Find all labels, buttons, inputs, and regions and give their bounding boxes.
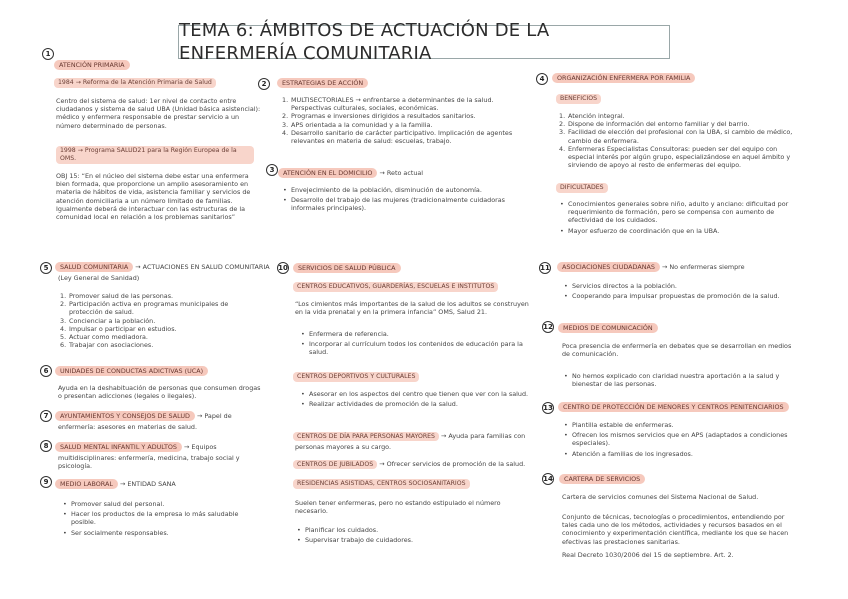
numbered-list — [282, 96, 522, 145]
section-number: 7 — [40, 410, 52, 422]
numbered-list — [60, 292, 255, 349]
page-title: TEMA 6: ÁMBITOS DE ACTUACIÓN DE LA ENFERMERÍA COMUNITARIA — [179, 19, 550, 64]
bullet-list — [282, 186, 517, 215]
section-number: 14 — [542, 473, 554, 485]
section-number: 11 — [539, 262, 551, 274]
paragraph: Conjunto de técnicas, tecnologías o procedimientos, entendiendo por tales cada uno de los métodos, actividades y recursos basados en el conocimiento y experimentación científica, mediante los que se hacen efectivas las prestaciones sanitarias. — [562, 513, 789, 546]
list-item: • Ofrecen los mismos servicios que en APS (adaptados a condiciones especiales). — [563, 431, 791, 447]
list-item: 1. Atención integral. — [559, 112, 625, 120]
section-heading: ATENCIÓN PRIMARIA — [54, 60, 130, 70]
list-item: • Servicios directos a la población. — [563, 282, 785, 290]
subheading: DIFICULTADES — [556, 183, 608, 193]
heading-row — [55, 443, 217, 451]
heading-tail: → Ofrecer servicios de promoción de la salud. — [379, 460, 526, 468]
section-heading: CARTERA DE SERVICIOS — [559, 474, 645, 484]
section-number: 13 — [542, 402, 554, 414]
paragraph: Centro del sistema de salud: 1er nivel de contacto entre ciudadanos y sistema de salud UBA (Unidad básica asistencial): médico y enfermera responsable de prestar servicio a un número determinado de personas. — [56, 97, 261, 130]
heading-tail: → Ayuda para familias con — [441, 432, 526, 440]
bullet-list — [563, 372, 791, 390]
bullet-list — [559, 200, 795, 237]
section-number: 3 — [266, 164, 278, 176]
list-item: 2. Dispone de información del entorno familiar y del barrio. — [559, 120, 750, 129]
heading-row — [293, 432, 525, 441]
subheading: 1984 → Reforma de la Atención Primaria de Salud — [54, 78, 216, 88]
list-item: 1. MULTISECTORIALES → enfrentarse a determinantes de la salud. Perspectivas culturales, sociales, económicas. — [282, 96, 494, 113]
subheading: CENTROS DE JUBILADOS — [293, 460, 377, 469]
paragraph: Real Decreto 1030/2006 del 15 de septiembre. Art. 2. — [562, 551, 734, 559]
list-item: • Promover salud del personal. — [62, 500, 257, 508]
list-item: • Planificar los cuidados. — [296, 526, 534, 534]
section-heading: ESTRATEGIAS DE ACCIÓN — [277, 78, 368, 88]
list-item: • Mayor esfuerzo de coordinación que en la UBA. — [559, 227, 795, 235]
section-number: 1 — [42, 48, 54, 60]
list-item: 5. Actuar como mediadora. — [60, 332, 148, 341]
list-item: • Incorporar al currículum todos los contenidos de educación para la salud. — [300, 340, 538, 356]
numbered-list — [559, 112, 795, 169]
section-number: 5 — [40, 262, 52, 274]
list-item: 2. Participación activa en programas municipales de protección de salud. — [60, 300, 229, 317]
bullet-list — [296, 526, 534, 546]
section-heading: SALUD COMUNITARIA — [55, 262, 133, 272]
list-item: • Realizar actividades de promoción de la salud. — [300, 400, 538, 408]
section-number: 2 — [258, 78, 270, 90]
paragraph: personas mayores a su cargo. — [295, 443, 391, 451]
heading-row — [293, 460, 525, 469]
list-item: 1. Promover salud de las personas. — [60, 292, 174, 300]
list-item: • Ser socialmente responsables. — [62, 529, 257, 537]
heading-tail: → Reto actual — [379, 169, 424, 177]
list-item: 4. Impulsar o participar en estudios. — [60, 324, 177, 333]
bullet-list — [563, 421, 791, 460]
section-heading: ATENCIÓN EN EL DOMICILIO — [278, 168, 377, 178]
section-heading: ORGANIZACIÓN ENFERMERA POR FAMILIA — [552, 73, 695, 83]
section-heading: MEDIOS DE COMUNICACIÓN — [558, 323, 658, 333]
paragraph: Ayuda en la deshabituación de personas que consumen drogas o presentan adicciones (legales o ilegales). — [58, 384, 261, 401]
paragraph: OBJ 15: “En el núcleo del sistema debe estar una enfermera bien formada, que proporcione un amplio asesoramiento en materia de hábitos de vida, asistencia familiar y servicios de atención domiciliaria a un número limitado de familias. Igualmente deberá de interactuar con las estructuras de la comunidad local en relación a los problemas sanitarios” — [56, 172, 251, 221]
paragraph: Poca presencia de enfermería en debates que se desarrollan en medios de comunicación. — [562, 342, 792, 359]
list-item: • Supervisar trabajo de cuidadores. — [296, 536, 534, 544]
section-heading: SALUD MENTAL INFANTIL Y ADULTOS — [55, 442, 182, 452]
list-item: 3. APS orientada a la comunidad y a la familia. — [282, 120, 433, 129]
list-item: 2. Programas e inversiones dirigidos a resultados sanitarios. — [282, 112, 476, 121]
paragraph: Suelen tener enfermeras, pero no estando estipulado el número necesario. — [295, 499, 501, 516]
section-number: 6 — [40, 365, 52, 377]
heading-row — [278, 169, 423, 177]
heading-tail: → ENTIDAD SANA — [119, 480, 176, 488]
list-item: 4. Desarrollo sanitario de carácter participativo. Implicación de agentes relevantes en materia de salud: escuelas, trabajo. — [282, 128, 513, 145]
section-heading: CENTRO DE PROTECCIÓN DE MENORES Y CENTROS PENITENCIARIOS — [558, 402, 789, 412]
heading-tail: → ACTUACIONES EN SALUD COMUNITARIA — [135, 263, 270, 271]
section-number: 9 — [40, 476, 52, 488]
list-item: 6. Trabajar con asociaciones. — [60, 341, 154, 350]
section-number: 4 — [536, 73, 548, 85]
list-item: • Conocimientos generales sobre niño, adulto y anciano: dificultad por requerimiento de formación, pero se compensa con aumento de efectividad de los cuidados. — [559, 200, 795, 225]
subheading: CENTROS EDUCATIVOS, GUARDERÍAS, ESCUELAS E INSTITUTOS — [293, 282, 498, 292]
list-item: • Atención a familias de los ingresados. — [563, 450, 791, 458]
bullet-list — [563, 282, 785, 302]
quote: “Los cimientos más importantes de la salud de los adultos se construyen en la vida prenatal y en la primera infancia” OMS, Salud 21. — [295, 300, 529, 317]
subheading: BENEFICIOS — [556, 94, 601, 104]
list-item: • No hemos explicado con claridad nuestra aportación a la salud y bienestar de las personas. — [563, 372, 791, 388]
section-number: 10 — [277, 262, 289, 274]
heading-tail: → Equipos — [184, 443, 217, 451]
heading-tail: (Ley General de Sanidad) — [58, 274, 140, 282]
section-heading: UNIDADES DE CONDUCTAS ADICTIVAS (UCA) — [55, 366, 208, 376]
subheading: CENTROS DE DÍA PARA PERSONAS MAYORES — [293, 432, 439, 441]
list-item: 3. Facilidad de elección del profesional con la UBA, si cambio de médico, cambio de enfermera. — [559, 128, 793, 145]
list-item: • Desarrollo del trabajo de las mujeres (tradicionalmente cuidadoras informales principales). — [282, 196, 517, 212]
list-item: • Envejecimiento de la población, disminución de autonomía. — [282, 186, 517, 194]
section-heading: ASOCIACIONES CIUDADANAS — [557, 262, 660, 272]
title-box — [178, 19, 670, 64]
bullet-list — [300, 330, 538, 359]
subheading: 1998 → Programa SALUD21 para la Región Europea de la OMS. — [56, 146, 254, 164]
bullet-list — [300, 390, 538, 410]
paragraph: multidisciplinares: enfermería, medicina, trabajo social y psicología. — [58, 454, 240, 471]
list-item: • Plantilla estable de enfermeras. — [563, 421, 791, 429]
section-heading: MEDIO LABORAL — [55, 479, 118, 489]
list-item: 4. Enfermeras Especialistas Consultoras: pueden ser del equipo con especial interés por algún grupo, especializándose en aquel ámbito y sirviendo de apoyo al resto de enfermeras del equipo. — [559, 144, 791, 170]
heading-row — [557, 263, 745, 271]
heading-tail: → Papel de — [196, 412, 232, 420]
heading-row — [55, 263, 270, 271]
heading-row — [55, 412, 232, 420]
section-number: 12 — [542, 321, 554, 333]
heading-tail: → No enfermeras siempre — [662, 263, 745, 271]
section-heading: AYUNTAMIENTOS Y CONSEJOS DE SALUD — [55, 411, 195, 421]
list-item: • Asesorar en los aspectos del centro que tienen que ver con la salud. — [300, 390, 538, 398]
section-number: 8 — [40, 440, 52, 452]
paragraph: enfermería: asesores en materias de salud. — [58, 423, 197, 431]
list-item: 3. Concienciar a la población. — [60, 316, 156, 325]
subheading: RESIDENCIAS ASISTIDAS, CENTROS SOCIOSANITARIOS — [293, 479, 470, 489]
list-item: • Hacer los productos de la empresa lo más saludable posible. — [62, 510, 257, 526]
section-heading: SERVICIOS DE SALUD PÚBLICA — [293, 263, 401, 273]
subheading: CENTROS DEPORTIVOS Y CULTURALES — [293, 372, 419, 382]
list-item: • Enfermera de referencia. — [300, 330, 538, 338]
list-item: • Cooperando para impulsar propuestas de promoción de la salud. — [563, 292, 785, 300]
paragraph: Cartera de servicios comunes del Sistema Nacional de Salud. — [562, 493, 759, 501]
heading-row — [55, 480, 176, 488]
bullet-list — [62, 500, 257, 539]
